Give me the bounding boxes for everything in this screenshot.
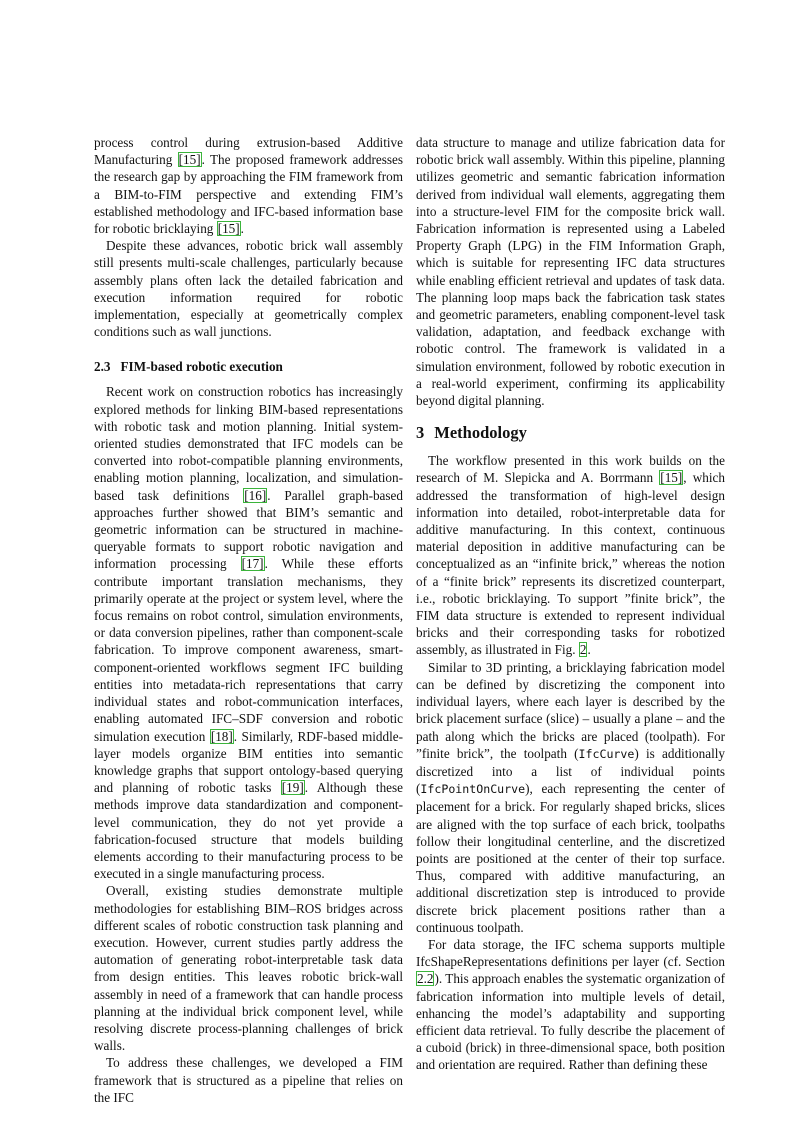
section-title: FIM-based robotic execution (120, 359, 283, 375)
citation-link[interactable]: [15] (660, 470, 683, 486)
paragraph: data structure to manage and utilize fabrication data for robotic brick wall assembly. Within this pipeline, planning utilizes geometric and semantic fabrication information derived from individual wall elements, aggregating them into a structure-level FIM for the composite brick wall. Fabrication information is represented using a Labeled Property Graph (LPG) in the FIM Information Graph, which is suitable for representing IFC data structures while enabling efficient retrieval and updates of task data. The planning loop maps back the fabrication task states and geometric parameters, enabling component-level task validation, adaptation, and feedback exchange with robotic control. The framework is validated in a simulation environment, followed by robotic execution in a real-world experiment, confirming its applicability beyond digital planning. (416, 135, 725, 409)
paragraph: To address these challenges, we developed a FIM framework that is structured as a pipeline that relies on the IFC (94, 1055, 403, 1105)
section-link[interactable]: 2.2 (417, 971, 434, 987)
paragraph: Despite these advances, robotic brick wall assembly still presents multi-scale challenges, particularly because assembly plans often lack the detailed fabrication and execution information required for robotic implementation, especially at geometrically complex conditions such as wall junctions. (94, 238, 403, 340)
citation-link[interactable]: [15] (178, 152, 201, 168)
code-term: IfcPointOnCurve (420, 782, 526, 797)
paragraph: Similar to 3D printing, a bricklaying fabrication model can be defined by discretizing the component into individual layers, where each layer is described by the brick placement surface (slice) – usually a plane – and the path along which the bricks are placed (toolpath). For ”finite brick”, the toolpath (IfcCurve) is additionally discretized into a list of individual points (IfcPointOnCurve), each representing the center of placement for a brick. For regularly shaped bricks, slices are aligned with the top surface of each brick, toolpaths follow their longitudinal centerline, and the discretized points are positioned at the center of their top surface. Thus, compared with additive manufacturing, an additional discretization step is introduced to provide discrete brick placement positions rather than a continuous toolpath. (416, 659, 725, 935)
paragraph: process control during extrusion-based Additive Manufacturing [15]. The proposed framework addresses the research gap by approaching the FIM framework from a BIM-to-FIM perspective and extending FIM’s established methodology and IFC-based information base for robotic bricklaying [15]. (94, 135, 403, 237)
left-column (94, 134, 403, 1106)
paragraph: For data storage, the IFC schema supports multiple IfcShapeRepresentations definitions per layer (cf. Section 2.2). This approach enables the systematic organization of fabrication information into multiple levels of detail, enhancing the model’s adaptability and supporting efficient data retrieval. To fully describe the placement of a cuboid (brick) in three-dimensional space, both position and orientation are required. Rather than defining these (416, 936, 725, 1073)
figure-link[interactable]: 2 (579, 642, 587, 658)
code-term: IfcCurve (578, 746, 635, 761)
citation-link[interactable]: [17] (241, 556, 264, 572)
section-title: Methodology (434, 423, 527, 443)
section-number: 3 (416, 423, 425, 443)
section-number: 2.3 (94, 359, 111, 375)
section-heading (94, 358, 403, 375)
citation-link[interactable]: [19] (281, 780, 304, 796)
citation-link[interactable]: [18] (210, 728, 233, 744)
section-heading (416, 423, 725, 443)
paragraph: Recent work on construction robotics has increasingly explored methods for linking BIM-based representations with robotic task and motion planning. Initial system-oriented studies demonstrated that IFC models can be converted into robot-compatible planning environments, enabling motion planning, localization, and simulation-based task definitions [16]. Parallel graph-based approaches further showed that BIM’s semantic and geometric information can be structured in machine-queryable formats to support robotic navigation and information processing [17]. While these efforts contribute important translation mechanisms, they primarily operate at the project or system level, where the focus remains on robot control, simulation environments, or data conversion pipelines, rather than component-scale fabrication. To improve component awareness, smart-component-oriented workflows segment IFC building entities into metadata-rich representations that carry individual states and robot-communication interfaces, enabling automated IFC–SDF conversion and robotic simulation execution [18]. Similarly, RDF-based middle-layer models organize BIM entities into semantic knowledge graphs that support ontology-based querying and planning of robotic tasks [19]. Although these methods improve data standardization and component-level communication, they do not yet provide a fabrication-focused structure that models building elements according to their manufacturing process to be executed in a single manufacturing process. (94, 384, 403, 882)
paragraph: The workflow presented in this work builds on the research of M. Slepicka and A. Borrmann [15], which addressed the transformation of high-level design information into detailed, robot-interpretable data for additive manufacturing. In this context, continuous material deposition in additive manufacturing can be conceptualized as an “infinite brick,” whereas the notion of a “finite brick” represents its discretized counterpart, i.e., robotic bricklaying. To support ”finite brick”, the FIM data structure is extended to represent individual bricks and their corresponding tasks for robotized assembly, as illustrated in Fig. 2. (416, 453, 725, 658)
paragraph: Overall, existing studies demonstrate multiple methodologies for establishing BIM–ROS bridges across different scales of robotic construction task planning and execution. However, current studies partly address the automation of generating robot-interpretable task data from design entities. This leaves robotic brick-wall assembly in need of a framework that can handle process planning at the individual brick component level, while resolving discrete process-planning challenges of brick walls. (94, 883, 403, 1054)
right-column (416, 134, 725, 1074)
citation-link[interactable]: [16] (244, 487, 267, 503)
citation-link[interactable]: [15] (217, 221, 240, 237)
